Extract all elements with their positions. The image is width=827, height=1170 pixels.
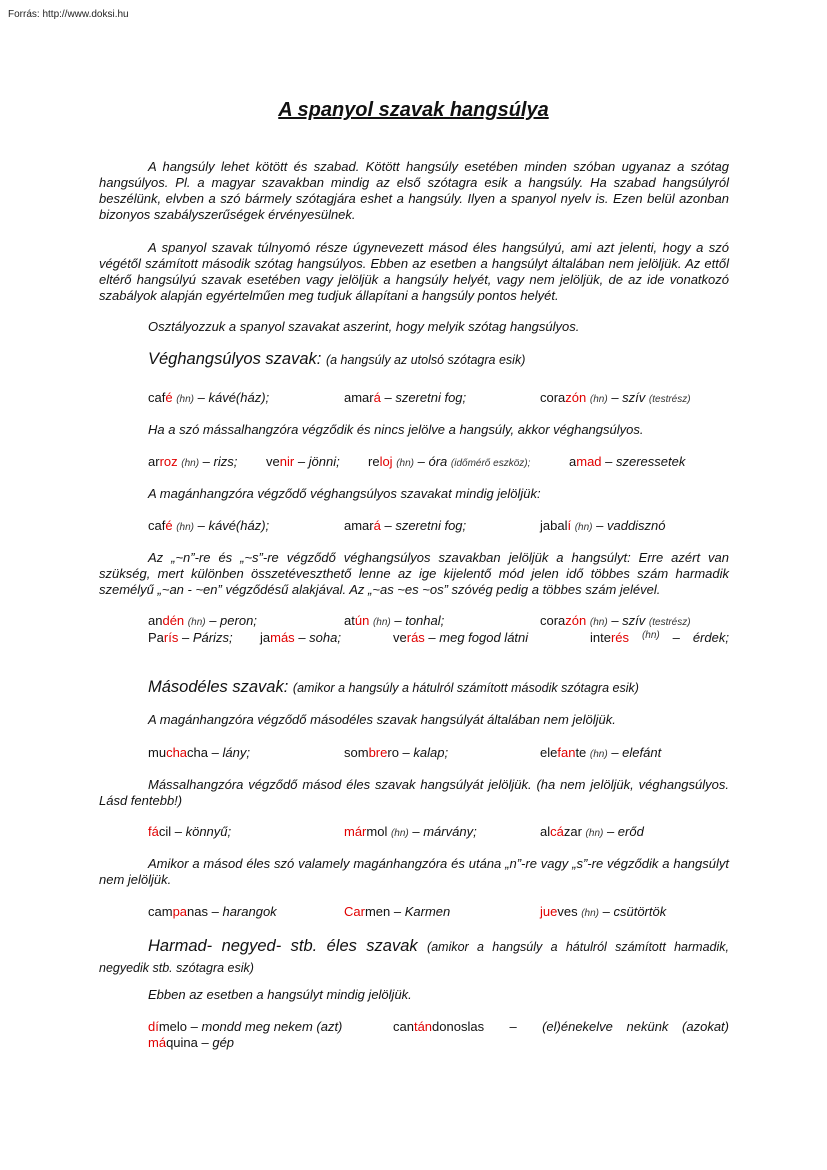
word-cafe-2: café (hn) – kávé(ház); (148, 518, 270, 533)
intro-paragraph-3: Osztályozzuk a spanyol szavakat aszerint, hogy melyik szótag hangsúlyos. (148, 319, 580, 334)
section-heading-veg: Véghangsúlyos szavak: (a hangsúly az utolsó szótagra esik) (148, 350, 526, 368)
word-alcazar: alcázar (hn) – erőd (540, 824, 644, 839)
source-url: Forrás: http://www.doksi.hu (8, 9, 129, 20)
section-heading-masod: Másodéles szavak: (amikor a hangsúly a hátulról számított második szótagra esik) (148, 678, 639, 696)
word-marmol: mármol (hn) – márvány; (344, 824, 477, 839)
word-maquina: máquina – gép (148, 1035, 235, 1050)
word-amara-2: amará – szeretni fog; (344, 518, 467, 533)
page-title: A spanyol szavak hangsúlya (278, 99, 549, 121)
word-anden: andén (hn) – peron; (148, 613, 257, 628)
word-facil: fácil – könnyű; (148, 824, 232, 839)
word-atun: atún (hn) – tonhal; (344, 613, 445, 628)
word-corazon: corazón (hn) – szív (testrész) (540, 390, 691, 405)
word-arroz: arroz (hn) – rizs; (148, 454, 238, 469)
masod-rule-3: Amikor a másod éles szó valamely magánhangzóra és utána „n”-re vagy „s”-re végződik a hangsúlyt nem jelöljük. (99, 856, 729, 887)
word-cantandonoslas: cantándonoslas – (el)énekelve nekünk (azokat) (393, 1019, 729, 1034)
word-venir: venir – jönni; (266, 454, 340, 469)
word-jueves: jueves (hn) – csütörtök (540, 904, 667, 919)
word-cafe: café (hn) – kávé(ház); (148, 390, 270, 405)
word-campanas: campanas – harangok (148, 904, 277, 919)
word-corazon-2: corazón (hn) – szív (testrész) (540, 613, 691, 628)
harmad-rule-1: Ebben az esetben a hangsúlyt mindig jelöljük. (148, 987, 412, 1002)
section-heading-harmad: Harmad- negyed- stb. éles szavak (amikor a hangsúly a hátulról számított harmadik, negyedik stb. szótagra esik) (99, 937, 729, 975)
intro-paragraph-1: A hangsúly lehet kötött és szabad. Kötött hangsúly esetében minden szóban ugyanaz a szótag hangsúlyos. Pl. a magyar szavakban mindig az első szótagra esik a hangsúly. Ha szabad hangsúlyról beszélünk, elvben a szó bármely szótagjára eshet a hangsúly. Ilyen a spanyol nyelv is. Ezen belül azonban bizonyos szabályszerűségek érvényesülnek. (99, 159, 729, 222)
veg-rule-2: A magánhangzóra végződő véghangsúlyos szavakat mindig jelöljük: (148, 486, 541, 501)
word-paris: París – Párizs; (148, 630, 233, 645)
word-jamas: jamás – soha; (260, 630, 341, 645)
word-dimelo: dímelo – mondd meg nekem (azt) (148, 1019, 343, 1034)
intro-paragraph-2: A spanyol szavak túlnyomó része úgynevezett másod éles hangsúlyú, ami azt jelenti, hogy a szó végétől számított második szótag hangsúlyos. Ebben az esetben a hangsúlyt általában nem jelöljük. Az ettől eltérő hangsúlyú szavak esetében vagy jelöljük a hangsúly helyét, vagy nem jelöljük, de az ide vonatkozó szabályok alapján egyértelműen meg tudjuk állapítani a hangsúly pontos helyét. (99, 240, 729, 303)
veg-rule-1: Ha a szó mássalhangzóra végződik és nincs jelölve a hangsúly, akkor véghangsúlyos. (148, 422, 644, 437)
word-carmen: Carmen – Karmen (344, 904, 451, 919)
word-sombrero: sombrero – kalap; (344, 745, 449, 760)
word-amad: amad – szeressetek (569, 454, 686, 469)
word-muchacha: muchacha – lány; (148, 745, 250, 760)
word-elefante: elefante (hn) – elefánt (540, 745, 662, 760)
word-jabali: jabalí (hn) – vaddisznó (540, 518, 666, 533)
masod-rule-2: Mássalhangzóra végződő másod éles szavak hangsúlyát jelöljük. (ha nem jelöljük, véghangsúlyos. Lásd fentebb!) (99, 777, 729, 808)
word-reloj: reloj (hn) – óra (időmérő eszköz); (368, 454, 531, 469)
masod-rule-1: A magánhangzóra végződő másodéles szavak hangsúlyát általában nem jelöljük. (148, 712, 616, 727)
word-interes: interés (hn) – érdek; (590, 630, 729, 645)
word-veras: verás – meg fogod látni (393, 630, 529, 645)
word-amara: amará – szeretni fog; (344, 390, 467, 405)
veg-rule-3: Az „~n”-re és „~s”-re végződő véghangsúlyos szavakban jelöljük a hangsúlyt: Erre azért van szükség, mert különben összetéveszthető lenne az ige kijelentő mód jelen idő többes szám harmadik személyű „~an - ~en” végződésű alakjával. Az „~as ~es ~os” szóvég pedig a többes szám jelével. (99, 550, 729, 597)
